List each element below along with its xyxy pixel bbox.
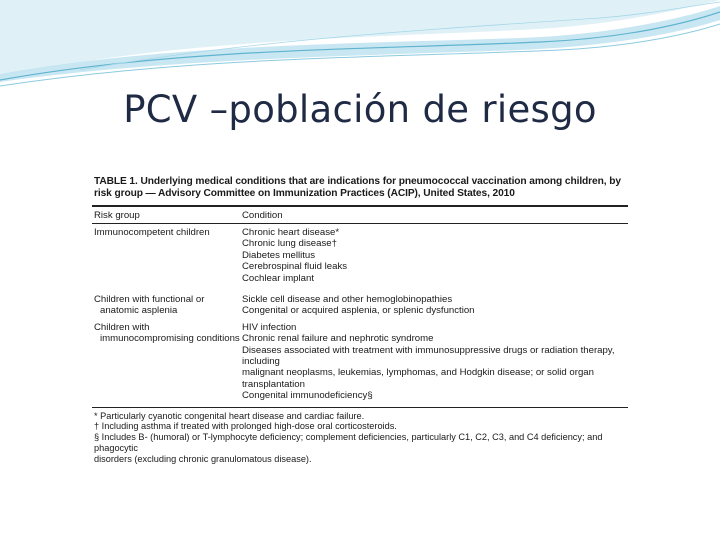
condition-line: Cochlear implant	[242, 272, 314, 284]
condition-line: Chronic renal failure and nephrotic syndrome	[242, 333, 434, 345]
decorative-wave-banner	[0, 0, 720, 90]
condition-line: Sickle cell disease and other hemoglobinopathies	[242, 294, 453, 306]
table-caption	[92, 172, 628, 203]
condition-line: Cerebrospinal fluid leaks	[242, 261, 348, 273]
condition-line: Chronic heart disease*	[242, 227, 340, 238]
condition-line: HIV infection	[242, 321, 297, 333]
slide-title: PCV –población de riesgo	[123, 88, 597, 131]
footnote: disorders (excluding chronic granulomatous disease).	[94, 453, 312, 464]
condition-line: malignant neoplasms, leukemias, lymphomas, and Hodgkin disease; or solid organ transplantation	[242, 367, 594, 390]
risk-group-line: Immunocompetent children	[94, 227, 210, 238]
table-caption-text: TABLE 1. Underlying medical conditions that are indications for pneumococcal vaccination among children, by risk group — Advisory Committee on Immunization Practices (ACIP), United States, 2010	[94, 176, 621, 199]
condition-line: Diabetes mellitus	[242, 249, 316, 261]
condition-line: Diseases associated with treatment with immunosuppressive drugs or radiation therapy, including	[242, 344, 615, 368]
table-row	[92, 224, 628, 286]
table-row	[92, 319, 628, 404]
table-header-row	[92, 207, 628, 223]
table-footnotes	[92, 408, 628, 465]
footnote: † Including asthma if treated with prolonged high-dose oral corticosteroids.	[94, 421, 397, 432]
table-row	[92, 291, 628, 319]
risk-group-line: immunocompromising conditions	[100, 333, 240, 345]
condition-line: Chronic lung disease†	[242, 238, 337, 250]
risk-group-line: anatomic asplenia	[100, 305, 178, 317]
risk-group-line: Children with	[94, 321, 150, 333]
conditions-table	[92, 172, 628, 492]
risk-group-cell	[94, 322, 242, 402]
footnote: * Particularly cyanotic congenital heart disease and cardiac failure.	[94, 410, 365, 421]
risk-group-cell	[94, 227, 242, 284]
condition-cell	[242, 227, 626, 284]
footnote: § Includes B- (humoral) or T-lymphocyte deficiency; complement deficiencies, particularly C1, C2, C3, and C4 deficiency; and phagocytic	[94, 432, 603, 454]
header-risk-group: Risk group	[94, 209, 140, 221]
header-condition: Condition	[242, 209, 283, 221]
condition-cell	[242, 322, 626, 402]
risk-group-line: Children with functional or	[94, 294, 205, 306]
risk-group-cell	[94, 294, 242, 317]
condition-cell	[242, 294, 626, 317]
condition-line: Congenital immunodeficiency§	[242, 390, 373, 402]
condition-line: Congenital or acquired asplenia, or splenic dysfunction	[242, 305, 475, 317]
